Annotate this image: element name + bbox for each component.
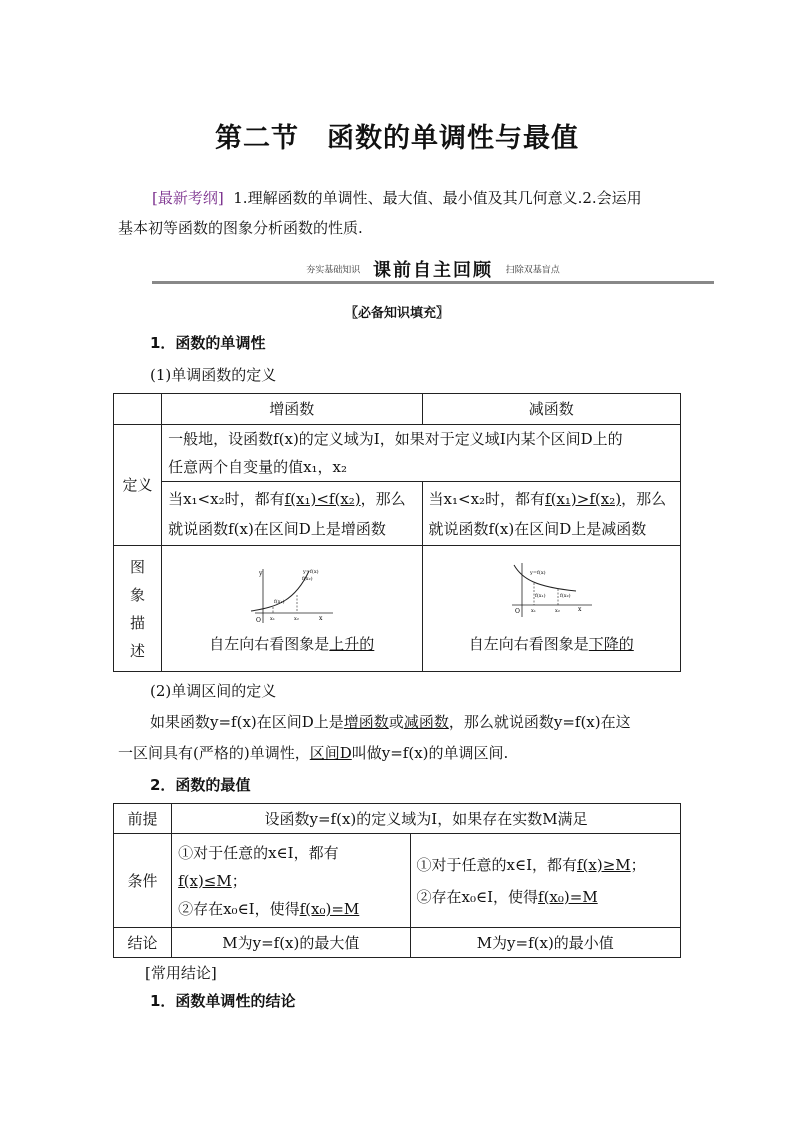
fx1-label: f(x₁) <box>273 598 285 605</box>
origin-label: O <box>255 616 261 624</box>
img-label-char: 述 <box>130 641 146 660</box>
row-definition-label: 定义 <box>114 425 162 546</box>
fn-label: y=f(x) <box>530 569 546 576</box>
banner-right: 扫除双基盲点 <box>505 265 560 276</box>
decreasing-condition <box>422 482 680 546</box>
s1-text-c: ，那么就说函数y=f(x)在这 <box>448 713 631 731</box>
dec-image-text-main: 自左向右看图象是 <box>468 634 589 653</box>
s1-sub1: (1)单调函数的定义 <box>150 366 277 384</box>
fx1-label: f(x₁) <box>535 592 546 599</box>
fn-label: y=f(x) <box>302 568 319 575</box>
inc-cond-underline: f(x₁)<f(x₂) <box>284 489 361 508</box>
s1-heading: 1．函数的单调性 <box>150 334 266 352</box>
inc-cond-tail: ，那么 <box>360 489 406 508</box>
extremum-table <box>113 803 681 958</box>
box-header: 〖必备知识填充〗 <box>344 306 449 321</box>
banner-left: 夯实基础知识 <box>306 265 361 276</box>
max-cond-3: ②存在x₀∈I，使得 <box>178 899 300 918</box>
row-image-label <box>114 546 162 672</box>
s2-heading: 2．函数的最值 <box>150 776 251 794</box>
decreasing-image-cell <box>422 546 680 672</box>
s1-sub2: (2)单调区间的定义 <box>150 682 277 700</box>
common-conclusion-tag: [常用结论] <box>145 964 217 982</box>
syllabus-text-1: 1.理解函数的单调性、最大值、最小值及其几何意义.2.会运用 <box>233 189 642 207</box>
definition-common-2: 任意两个自变量的值x₁，x₂ <box>168 458 348 476</box>
col-increasing: 增函数 <box>162 394 422 425</box>
max-condition <box>172 834 410 928</box>
table1-corner <box>114 394 162 425</box>
col-decreasing: 减函数 <box>422 394 680 425</box>
axis-x-label: x <box>318 614 323 622</box>
img-label-char: 图 <box>130 557 146 576</box>
conclusion-min: M为y=f(x)的最小值 <box>410 928 681 958</box>
min-cond-2: ②存在x₀∈I，使得 <box>416 887 539 906</box>
min-cond-2-underline: f(x₀)=M <box>538 887 598 906</box>
inc-image-text <box>168 631 415 657</box>
x2-label: x₂ <box>555 607 561 614</box>
monotonic-definition-table <box>113 393 681 672</box>
fx2-label: f(x₂) <box>301 575 313 582</box>
inc-cond-text: 当x₁<x₂时，都有 <box>168 489 285 508</box>
dec-cond-tail: ，那么 <box>621 489 667 508</box>
min-cond-1-tail: ； <box>630 855 646 874</box>
banner-divider <box>152 281 714 284</box>
syllabus-line-2: 基本初等函数的图象分析函数的性质. <box>118 219 363 237</box>
min-cond-1: ①对于任意的x∈I，都有 <box>416 855 577 874</box>
axis-x-label: x <box>578 605 582 613</box>
s1-text-u3: 区间D <box>309 744 352 762</box>
page-title: 第二节 函数的单调性与最值 <box>215 123 579 154</box>
max-cond-2-tail: ； <box>231 871 247 890</box>
min-cond-1-underline: f(x)≥M <box>577 855 631 874</box>
s1-text-d: 一区间具有(严格的)单调性， <box>118 744 310 762</box>
inc-image-text-main: 自左向右看图象是 <box>209 634 330 653</box>
decreasing-graph <box>506 561 596 625</box>
dec-image-text <box>429 631 674 657</box>
min-condition <box>410 834 681 928</box>
inc-cond-conclusion: 就说函数f(x)在区间D上是增函数 <box>168 519 386 538</box>
s1-text-line-2 <box>118 739 698 767</box>
syllabus-tag: [最新考纲] <box>152 189 224 207</box>
x1-label: x₁ <box>269 615 275 622</box>
premise-label: 前提 <box>114 804 172 834</box>
dec-cond-text: 当x₁<x₂时，都有 <box>428 489 546 508</box>
conclusion-label: 结论 <box>114 928 172 958</box>
s1-text-a: 如果函数y=f(x)在区间D上是 <box>150 713 344 731</box>
s1-text-e: 叫做y=f(x)的单调区间. <box>351 744 509 762</box>
s1-text-u2: 减函数 <box>403 713 449 731</box>
condition-label: 条件 <box>114 834 172 928</box>
fx2-label: f(x₂) <box>560 592 571 599</box>
increasing-graph <box>247 565 337 629</box>
inc-image-text-underline: 上升的 <box>329 634 375 653</box>
s1-text-u1: 增函数 <box>343 713 389 731</box>
axis-y-label: y <box>258 569 263 577</box>
dec-image-text-underline: 下降的 <box>588 634 634 653</box>
max-cond-1: ①对于任意的x∈I，都有 <box>178 843 339 862</box>
max-cond-3-underline: f(x₀)=M <box>299 899 360 918</box>
x1-label: x₁ <box>531 607 537 614</box>
increasing-condition <box>162 482 422 546</box>
s1-text-line-1 <box>150 708 710 736</box>
conclusion-max: M为y=f(x)的最大值 <box>172 928 410 958</box>
max-cond-2: f(x)≤M <box>178 871 232 890</box>
increasing-image-cell <box>162 546 422 672</box>
dec-cond-conclusion: 就说函数f(x)在区间D上是减函数 <box>428 519 647 538</box>
img-label-char: 描 <box>130 613 146 632</box>
definition-common-1: 一般地，设函数f(x)的定义域为I，如果对于定义域I内某个区间D上的 <box>168 430 623 448</box>
dec-cond-underline: f(x₁)>f(x₂) <box>545 489 622 508</box>
definition-common <box>162 425 681 482</box>
img-label-char: 象 <box>130 585 146 604</box>
premise-text: 设函数y=f(x)的定义域为I，如果存在实数M满足 <box>172 804 681 834</box>
x2-label: x₂ <box>293 615 299 622</box>
s1-text-b: 或 <box>388 713 404 731</box>
section-banner <box>152 256 714 280</box>
origin-label: O <box>515 607 521 615</box>
banner-main: 课前自主回顾 <box>373 260 493 281</box>
syllabus-line-1 <box>152 184 712 212</box>
common-heading: 1．函数单调性的结论 <box>150 992 296 1010</box>
